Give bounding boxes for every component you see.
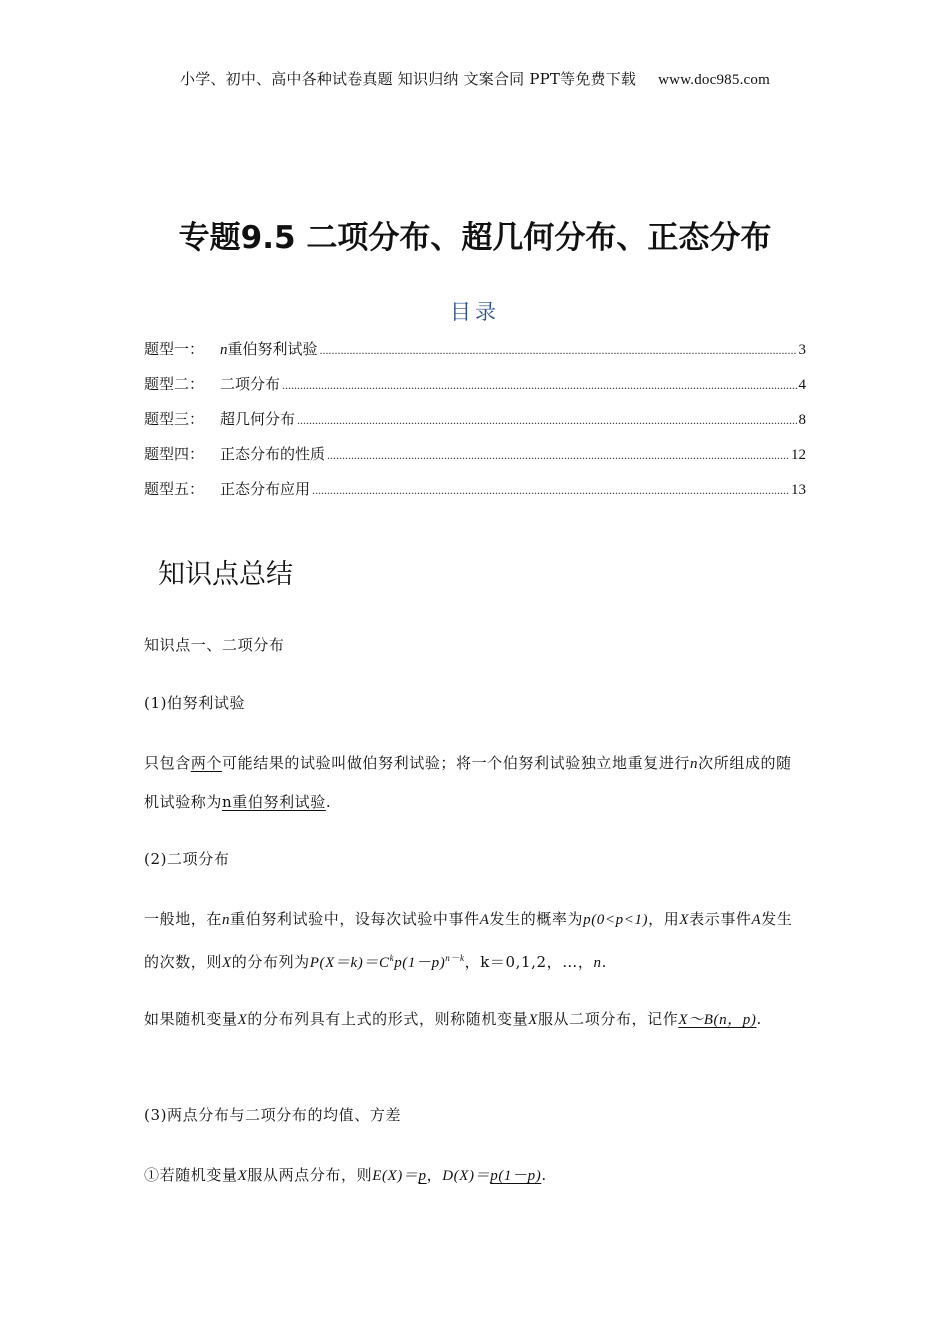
toc-page: 12 xyxy=(791,447,806,463)
paragraph: 如果随机变量X的分布列具有上式的形式，则称随机变量X服从二项分布，记作X～B(n，p). xyxy=(144,1010,762,1028)
subheading: (3)两点分布与二项分布的均值、方差 xyxy=(144,1106,402,1124)
underlined-term: 两个 xyxy=(190,754,223,772)
formula: P(X＝k)＝C xyxy=(309,955,390,971)
toc-leader xyxy=(312,483,789,498)
subheading-2 xyxy=(144,840,806,878)
toc-leader xyxy=(297,413,796,428)
toc-label: 正态分布应用 xyxy=(220,480,311,498)
toc-label: n重伯努利试验 xyxy=(220,340,318,358)
paragraph: 只包含两个可能结果的试验叫做伯努利试验；将一个伯努利试验独立地重复进行n次所组成的随机试验称为n重伯努利试验. xyxy=(144,754,792,811)
section-title: 知识点总结 xyxy=(158,559,293,590)
paragraph-3 xyxy=(144,1000,806,1039)
toc-item-5[interactable] xyxy=(144,478,806,513)
toc-item-3[interactable] xyxy=(144,408,806,443)
header-text: 小学、初中、高中各种试卷真题 知识归纳 文案合同 PPT等免费下载 xyxy=(180,70,637,88)
table-of-contents xyxy=(144,338,806,513)
toc-type: 题型五： xyxy=(144,480,205,498)
toc-item-1[interactable] xyxy=(144,338,806,373)
header-site[interactable]: www.doc985.com xyxy=(658,72,770,88)
paragraph-2 xyxy=(144,900,806,982)
toc-page: 8 xyxy=(798,412,806,428)
toc-label: 二项分布 xyxy=(220,375,281,393)
kp1-heading xyxy=(144,626,806,664)
toc-title: 目录 xyxy=(450,300,500,324)
toc-page: 4 xyxy=(798,377,806,393)
paragraph-1 xyxy=(144,744,806,821)
toc-type: 题型二： xyxy=(144,375,205,393)
toc-item-2[interactable] xyxy=(144,373,806,408)
toc-leader xyxy=(320,343,797,358)
page-title: 专题9.5 二项分布、超几何分布、正态分布 xyxy=(178,220,772,256)
subheading-1 xyxy=(144,684,806,722)
underlined-term: X～B(n，p) xyxy=(678,1012,757,1028)
toc-type: 题型一： xyxy=(144,340,205,358)
underlined-term: n重伯努利试验 xyxy=(222,793,326,811)
subheading-3 xyxy=(144,1096,806,1134)
toc-page: 3 xyxy=(798,342,806,358)
toc-leader xyxy=(327,448,789,463)
toc-type: 题型四： xyxy=(144,445,205,463)
underlined-term: p(1－p) xyxy=(490,1168,542,1184)
toc-label: 超几何分布 xyxy=(220,410,296,428)
paragraph: 一般地，在n重伯努利试验中，设每次试验中事件A发生的概率为p(0<p<1)，用X表示事件A发生的次数，则X的分布列为$P(X=k)=C^kp(1-p)^{n-k}$，k＝0,1,2，…，n. xyxy=(144,910,793,971)
toc-type: 题型三： xyxy=(144,410,205,428)
subheading: (1)伯努利试验 xyxy=(144,694,246,712)
knowledge-point-title: 知识点一、二项分布 xyxy=(144,636,285,654)
page-header xyxy=(0,68,950,89)
paragraph: ①若随机变量X服从两点分布，则E(X)＝p，D(X)＝p(1－p). xyxy=(144,1166,547,1184)
toc-leader xyxy=(282,378,796,393)
toc-page: 13 xyxy=(791,482,806,498)
toc-item-4[interactable] xyxy=(144,443,806,478)
underlined-term: p xyxy=(418,1168,427,1184)
toc-label: 正态分布的性质 xyxy=(220,445,326,463)
paragraph-4 xyxy=(144,1156,806,1195)
subheading: (2)二项分布 xyxy=(144,850,230,868)
